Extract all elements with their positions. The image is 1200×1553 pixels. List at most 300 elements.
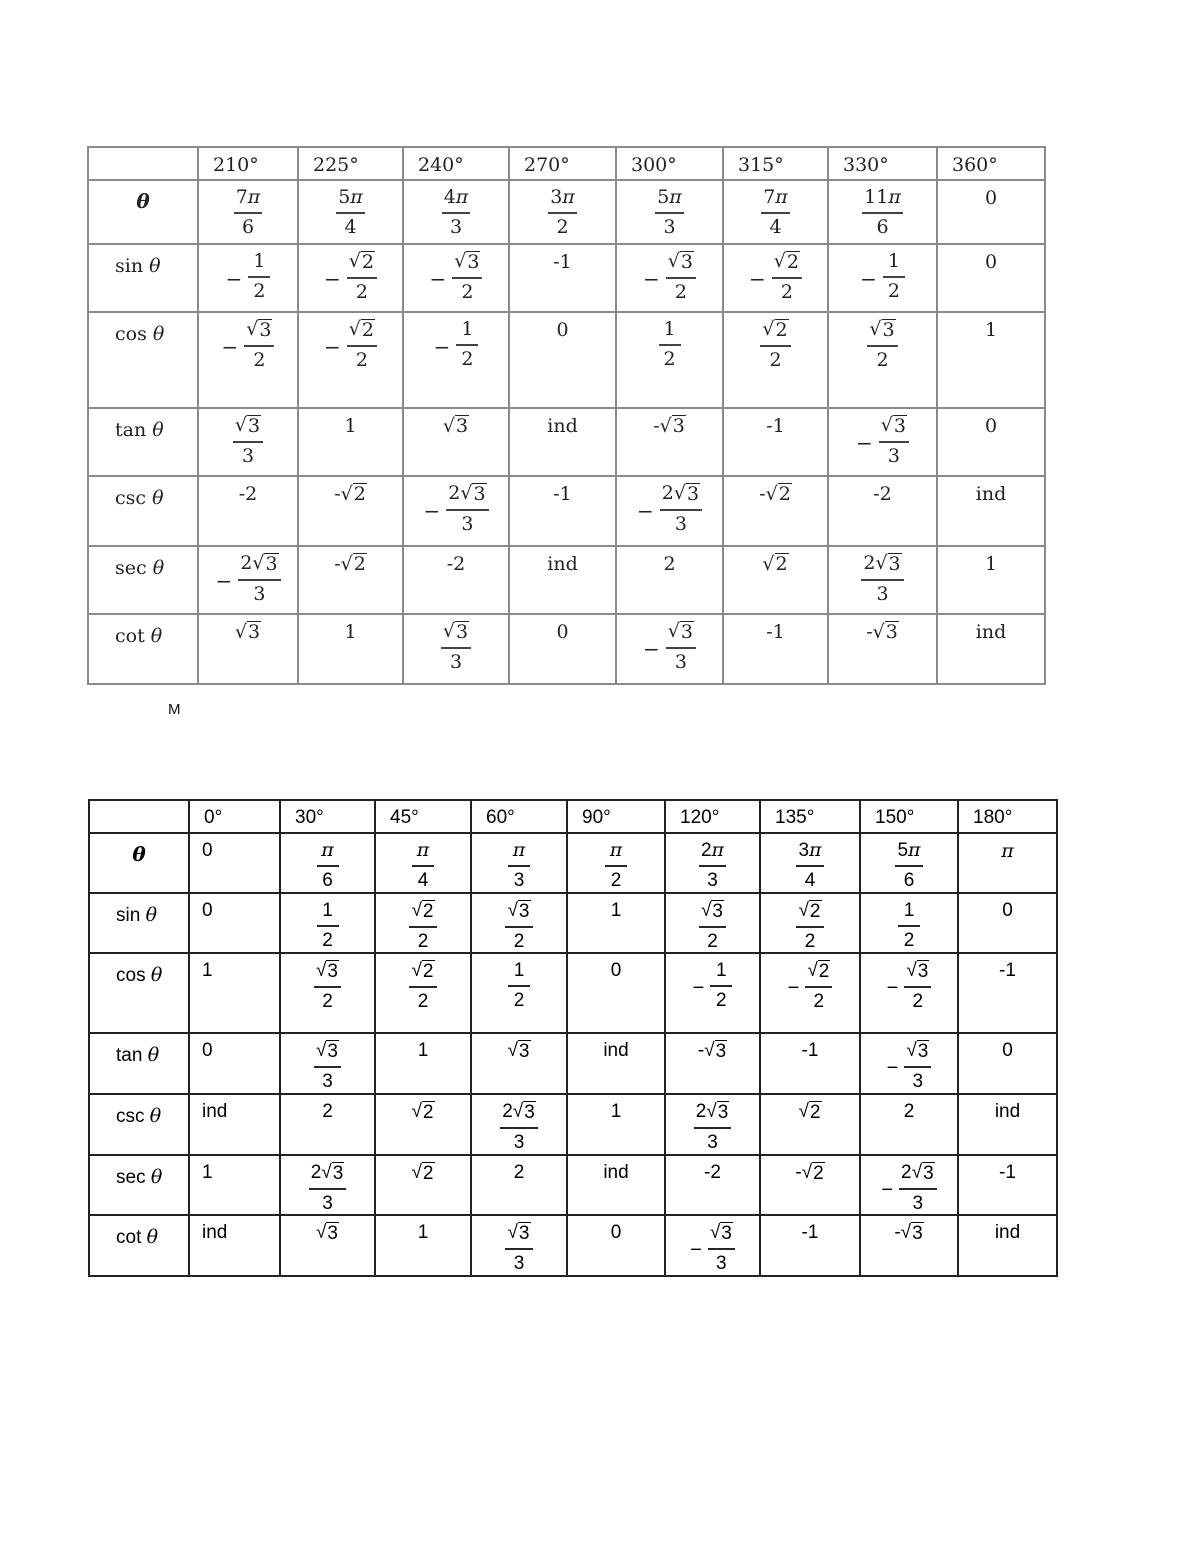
row-label-cell: [89, 1155, 189, 1216]
value-cell: [958, 1033, 1057, 1094]
value-cell: [723, 614, 828, 684]
value-cell: [958, 1215, 1057, 1276]
trig-value: √ 2: [411, 1161, 434, 1184]
trig-value: -1: [999, 1161, 1016, 1183]
value-cell: [567, 1155, 665, 1216]
trig-value: − √ 2 2: [299, 313, 402, 372]
header-angle: [567, 800, 665, 833]
value-cell: [828, 408, 937, 476]
row-label: sin θ: [116, 903, 158, 926]
value-cell: [298, 614, 403, 684]
value-cell: [471, 1033, 567, 1094]
row-label: θ: [136, 189, 150, 213]
trig-value: 1: [344, 621, 357, 643]
value-cell: [616, 408, 723, 476]
trig-value: 0: [202, 840, 213, 861]
value-cell: [937, 614, 1045, 684]
trig-value: $\frac{\pi}{4}$: [376, 834, 470, 892]
value-cell: [198, 546, 298, 614]
value-cell: [723, 312, 828, 408]
value-cell: [616, 476, 723, 546]
value-cell: [760, 953, 860, 1033]
row-label: sec θ: [116, 1165, 163, 1188]
stray-mark: M: [168, 701, 181, 718]
trig-value: $\frac{3\pi}{2}$: [550, 186, 575, 238]
trig-value: − 2 √ 3 3: [404, 477, 508, 536]
value-cell: [665, 1215, 760, 1276]
trig-value: ind: [975, 483, 1007, 505]
row-label-cell: [89, 833, 189, 893]
trig-value: 0: [610, 960, 622, 982]
trig-value: -2: [446, 553, 466, 575]
value-cell: [828, 546, 937, 614]
trig-value: − √ 3 2: [617, 245, 722, 304]
value-cell: [567, 893, 665, 954]
value-cell: [760, 893, 860, 954]
value-cell: [189, 1215, 280, 1276]
trig-value: $\frac{\pi}{3}$: [472, 834, 566, 892]
value-cell: [860, 953, 958, 1033]
trig-value: $\frac{5\pi}{6}$: [897, 839, 921, 891]
value-cell: [280, 1094, 375, 1155]
value-cell: [375, 833, 471, 893]
row-label: cot θ: [115, 625, 163, 647]
value-cell: [403, 244, 509, 312]
trig-value: $\frac{1}{2}$: [617, 313, 722, 371]
value-cell: [298, 244, 403, 312]
trig-value: -2: [873, 483, 892, 505]
value-cell: [937, 180, 1045, 244]
trig-value: √ 3: [315, 1222, 338, 1245]
row-label: sin θ: [115, 255, 161, 277]
trig-value: 2 √ 3 3: [829, 547, 936, 606]
value-cell: [298, 476, 403, 546]
row-label-cell: [89, 1215, 189, 1276]
header-angle: [616, 147, 723, 180]
trig-value: $\frac{5\pi}{4}$: [338, 186, 363, 238]
table-row: [88, 312, 1045, 408]
row-label: sec θ: [115, 557, 165, 579]
value-cell: [280, 833, 375, 893]
trig-value: 0: [202, 899, 213, 921]
trig-value: 0: [610, 1222, 622, 1244]
trig-value: 2 √ 3 3: [472, 1095, 566, 1154]
row-label-cell: [88, 476, 198, 546]
value-cell: [509, 312, 616, 408]
trig-value: 0: [1002, 1040, 1013, 1062]
value-cell: [198, 476, 298, 546]
trig-value: - √ 2: [759, 483, 791, 505]
trig-value: √ 3 3: [472, 1216, 566, 1275]
trig-value: √ 3 2: [829, 313, 936, 372]
value-cell: [723, 408, 828, 476]
value-cell: [860, 1215, 958, 1276]
value-cell: [665, 1033, 760, 1094]
trig-value: -1: [999, 960, 1016, 982]
value-cell: [760, 1033, 860, 1094]
table-row: [88, 180, 1045, 244]
row-label-cell: [88, 546, 198, 614]
header-angle: [280, 800, 375, 833]
trig-value: ind: [202, 1101, 228, 1123]
trig-value: - √ 2: [795, 1161, 824, 1184]
value-cell: [298, 312, 403, 408]
table-row: [88, 244, 1045, 312]
trig-value: $\frac{1}{2}$: [472, 954, 566, 1012]
value-cell: [375, 1033, 471, 1094]
trig-table-0-180: [88, 799, 1058, 1277]
trig-value: 1: [610, 1101, 622, 1123]
value-cell: [937, 244, 1045, 312]
value-cell: [723, 546, 828, 614]
row-label-cell: [89, 953, 189, 1033]
value-cell: [616, 244, 723, 312]
table-row: [89, 833, 1057, 893]
value-cell: [403, 476, 509, 546]
value-cell: [958, 953, 1057, 1033]
value-cell: [375, 1155, 471, 1216]
value-cell: [375, 893, 471, 954]
angle-label: 30°: [295, 807, 324, 828]
angle-label: 180°: [973, 807, 1013, 828]
row-label: csc θ: [116, 1105, 162, 1128]
trig-value: -1: [766, 621, 785, 643]
header-angle: [665, 800, 760, 833]
value-cell: [375, 1094, 471, 1155]
header-angle: [958, 800, 1057, 833]
trig-value: − 2 √ 3 3: [861, 1156, 957, 1215]
trig-value: $\frac{7\pi}{6}$: [235, 186, 261, 238]
trig-value: √ 2: [762, 553, 788, 575]
value-cell: [860, 1033, 958, 1094]
table-row: [89, 1094, 1057, 1155]
trig-value: − √ 3 3: [617, 615, 722, 674]
trig-value: 0: [984, 187, 998, 209]
value-cell: [958, 1155, 1057, 1216]
trig-value: − 2 √ 3 3: [199, 547, 297, 606]
value-cell: [958, 893, 1057, 954]
value-cell: [471, 1094, 567, 1155]
trig-value: − √ 2 2: [724, 245, 827, 304]
angle-label: 210°: [213, 154, 259, 176]
value-cell: [665, 1094, 760, 1155]
header-angle: [860, 800, 958, 833]
header-angle: [723, 147, 828, 180]
value-cell: [828, 312, 937, 408]
row-label-cell: [88, 244, 198, 312]
trig-value: 0: [556, 319, 569, 341]
trig-value: π: [1001, 840, 1014, 862]
trig-value: -1: [553, 483, 572, 505]
row-label: cot θ: [116, 1226, 159, 1249]
value-cell: [403, 614, 509, 684]
trig-value: − √ 3 2: [861, 954, 957, 1013]
trig-value: 1: [344, 415, 357, 437]
trig-value: √ 2: [798, 1101, 821, 1124]
value-cell: [375, 1215, 471, 1276]
trig-value: $\frac{7\pi}{4}$: [763, 186, 788, 238]
value-cell: [958, 833, 1057, 893]
row-label-cell: [88, 614, 198, 684]
trig-value: 1: [417, 1222, 429, 1244]
trig-value: 1: [984, 319, 998, 341]
trig-value: 1: [202, 1161, 213, 1183]
row-label-cell: [89, 1033, 189, 1094]
trig-value: - √ 3: [697, 1040, 727, 1063]
trig-value: -1: [553, 251, 572, 273]
table-row: [89, 1155, 1057, 1216]
trig-value: 0: [202, 1040, 213, 1062]
trig-value: − $\frac{1}{2}$: [199, 245, 297, 303]
angle-label: 0°: [204, 807, 223, 828]
value-cell: [509, 546, 616, 614]
value-cell: [280, 1215, 375, 1276]
trig-value: 2: [903, 1101, 915, 1123]
angle-label: 360°: [952, 154, 998, 176]
trig-value: $\frac{\pi}{2}$: [568, 834, 664, 892]
trig-value: ind: [547, 553, 578, 575]
trig-value: √ 3: [234, 621, 261, 643]
value-cell: [189, 953, 280, 1033]
value-cell: [567, 1094, 665, 1155]
value-cell: [198, 244, 298, 312]
trig-value: − $\frac{1}{2}$: [404, 313, 508, 371]
value-cell: [723, 244, 828, 312]
trig-value: √ 2: [411, 1101, 434, 1124]
value-cell: [189, 833, 280, 893]
trig-value: $\frac{1}{2}$: [861, 894, 957, 952]
angle-label: 300°: [631, 154, 677, 176]
trig-value: 0: [556, 621, 569, 643]
value-cell: [937, 408, 1045, 476]
header-angle: [298, 147, 403, 180]
trig-value: $\frac{3\pi}{4}$: [798, 839, 822, 891]
header-corner: [88, 147, 198, 180]
trig-value: $\frac{1}{2}$: [281, 894, 374, 952]
trig-value: − √ 3 2: [404, 245, 508, 304]
row-label: cos θ: [115, 323, 165, 345]
value-cell: [280, 1033, 375, 1094]
value-cell: [509, 244, 616, 312]
value-cell: [189, 1033, 280, 1094]
value-cell: [937, 312, 1045, 408]
trig-value: − √ 3 3: [666, 1216, 759, 1275]
trig-value: ind: [994, 1101, 1021, 1123]
header-angle: [198, 147, 298, 180]
trig-value: √ 3: [442, 415, 469, 437]
row-label-cell: [89, 1094, 189, 1155]
angle-label: [90, 801, 188, 807]
value-cell: [403, 408, 509, 476]
value-cell: [567, 953, 665, 1033]
trig-value: 2: [663, 553, 676, 575]
trig-value: √ 3 3: [199, 409, 297, 468]
trig-value: − $\frac{1}{2}$: [829, 245, 936, 303]
trig-value: − $\frac{1}{2}$: [666, 954, 759, 1012]
angle-label: 60°: [486, 807, 515, 828]
trig-value: 0: [984, 251, 998, 273]
value-cell: [616, 312, 723, 408]
table-row: [89, 1033, 1057, 1094]
trig-value: - √ 3: [894, 1222, 923, 1245]
value-cell: [828, 476, 937, 546]
value-cell: [860, 893, 958, 954]
trig-value: 0: [1002, 899, 1013, 921]
trig-value: $\frac{4\pi}{3}$: [443, 186, 469, 238]
value-cell: [937, 546, 1045, 614]
header-angle: [189, 800, 280, 833]
angle-label: 270°: [524, 154, 570, 176]
value-cell: [828, 180, 937, 244]
row-label: θ: [132, 842, 146, 866]
value-cell: [509, 476, 616, 546]
trig-value: - √ 2: [334, 553, 366, 575]
row-label: tan θ: [116, 1044, 160, 1067]
value-cell: [198, 408, 298, 476]
trig-value: 1: [984, 553, 998, 575]
trig-value: -2: [704, 1161, 721, 1183]
value-cell: [665, 953, 760, 1033]
table-row: [88, 546, 1045, 614]
value-cell: [760, 1215, 860, 1276]
row-label-cell: [88, 408, 198, 476]
value-cell: [198, 312, 298, 408]
angle-label: 150°: [875, 807, 915, 828]
table-row: [89, 1215, 1057, 1276]
angle-label: 120°: [680, 807, 720, 828]
trig-value: 1: [610, 899, 622, 921]
row-label-cell: [89, 893, 189, 954]
trig-value: ind: [994, 1222, 1021, 1244]
trig-value: − √ 3 3: [861, 1034, 957, 1093]
table-row: [88, 614, 1045, 684]
trig-value: $\frac{11\pi}{6}$: [864, 186, 901, 238]
trig-value: √ 2 2: [376, 954, 470, 1013]
value-cell: [375, 953, 471, 1033]
trig-value: − √ 3 2: [199, 313, 297, 372]
value-cell: [280, 953, 375, 1033]
row-label: csc θ: [115, 487, 164, 509]
trig-value: -1: [801, 1040, 819, 1062]
trig-value: 2 √ 3 3: [281, 1156, 374, 1215]
value-cell: [860, 833, 958, 893]
value-cell: [280, 893, 375, 954]
trig-value: -2: [238, 483, 258, 505]
table-row: [89, 953, 1057, 1033]
trig-value: ind: [202, 1222, 228, 1244]
value-cell: [723, 476, 828, 546]
trig-value: √ 3 3: [281, 1034, 374, 1093]
trig-table-210-360: [87, 146, 1046, 685]
trig-value: − √ 2 2: [299, 245, 402, 304]
value-cell: [403, 180, 509, 244]
trig-value: √ 3 2: [666, 894, 759, 953]
trig-value: √ 3 2: [281, 954, 374, 1013]
trig-value: ind: [975, 621, 1007, 643]
table-row: [88, 408, 1045, 476]
header-angle: [375, 800, 471, 833]
trig-value: √ 2 2: [724, 313, 827, 372]
row-label: cos θ: [116, 964, 163, 987]
value-cell: [280, 1155, 375, 1216]
value-cell: [198, 614, 298, 684]
angle-label: 330°: [843, 154, 889, 176]
trig-value: − √ 3 3: [829, 409, 936, 468]
trig-value: -1: [801, 1222, 819, 1244]
value-cell: [665, 833, 760, 893]
value-cell: [616, 614, 723, 684]
value-cell: [298, 408, 403, 476]
value-cell: [723, 180, 828, 244]
value-cell: [665, 1155, 760, 1216]
value-cell: [509, 408, 616, 476]
header-angle: [828, 147, 937, 180]
value-cell: [616, 180, 723, 244]
value-cell: [760, 1094, 860, 1155]
value-cell: [828, 244, 937, 312]
value-cell: [471, 893, 567, 954]
value-cell: [509, 180, 616, 244]
row-label: tan θ: [115, 419, 164, 441]
header-angle: [471, 800, 567, 833]
value-cell: [567, 833, 665, 893]
trig-value: − 2 √ 3 3: [617, 477, 722, 536]
trig-value: - √ 3: [866, 621, 898, 643]
trig-value: $\frac{5\pi}{3}$: [657, 186, 682, 238]
value-cell: [189, 893, 280, 954]
value-cell: [471, 833, 567, 893]
value-cell: [298, 546, 403, 614]
angle-label: 240°: [418, 154, 464, 176]
angle-label: 135°: [775, 807, 815, 828]
header-angle: [403, 147, 509, 180]
trig-value: 0: [984, 415, 998, 437]
trig-value: -1: [766, 415, 785, 437]
value-cell: [189, 1155, 280, 1216]
trig-value: 2: [322, 1101, 333, 1123]
value-cell: [403, 312, 509, 408]
header-angle: [509, 147, 616, 180]
angle-label: [89, 148, 197, 154]
value-cell: [760, 833, 860, 893]
value-cell: [198, 180, 298, 244]
value-cell: [509, 614, 616, 684]
value-cell: [958, 1094, 1057, 1155]
value-cell: [471, 1155, 567, 1216]
trig-value: 2 √ 3 3: [666, 1095, 759, 1154]
table-row: [88, 476, 1045, 546]
value-cell: [298, 180, 403, 244]
trig-value: $\frac{\pi}{6}$: [281, 834, 374, 892]
value-cell: [937, 476, 1045, 546]
value-cell: [616, 546, 723, 614]
value-cell: [860, 1094, 958, 1155]
trig-value: $\frac{2\pi}{3}$: [700, 839, 725, 891]
header-corner: [89, 800, 189, 833]
row-label-cell: [88, 180, 198, 244]
angle-label: 225°: [313, 154, 359, 176]
value-cell: [828, 614, 937, 684]
table-row: [89, 893, 1057, 954]
trig-value: √ 3: [507, 1040, 530, 1063]
angle-label: 315°: [738, 154, 784, 176]
trig-value: − √ 2 2: [761, 954, 859, 1013]
trig-value: 1: [202, 960, 213, 982]
trig-value: √ 2 2: [761, 894, 859, 953]
trig-value: ind: [603, 1161, 629, 1183]
row-label-cell: [88, 312, 198, 408]
header-angle: [760, 800, 860, 833]
